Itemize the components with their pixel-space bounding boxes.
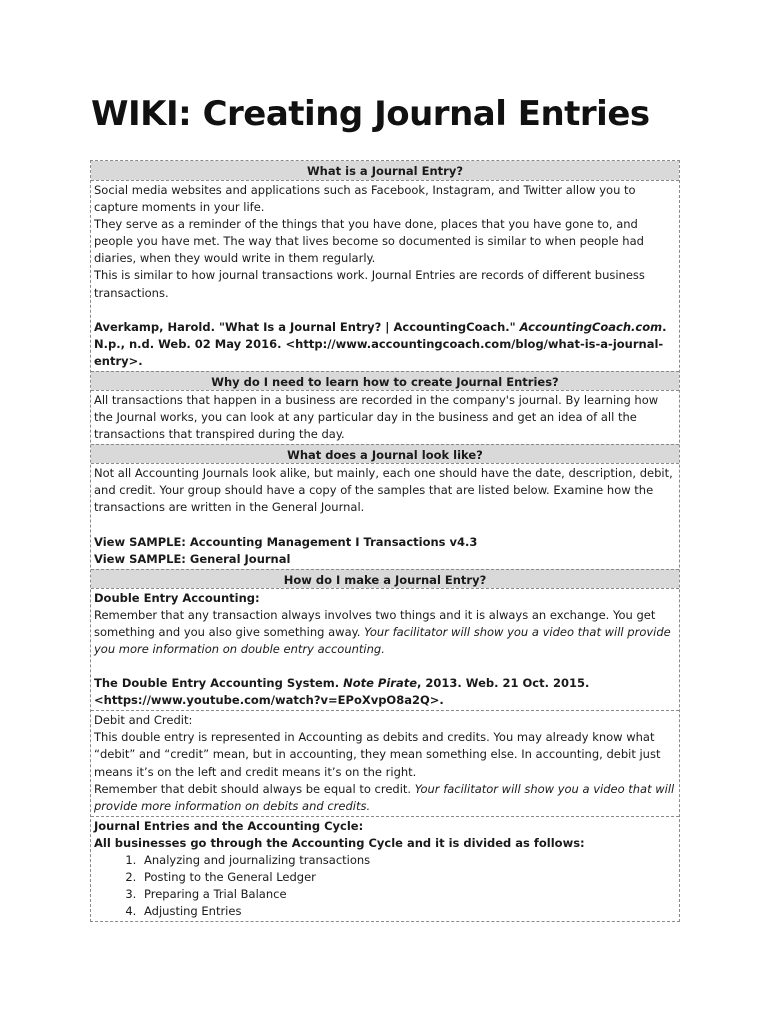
paragraph: Remember that debit should always be equal to credit. Your facilitator will show you a video that will provide more information on debits and credits. [94, 781, 675, 813]
paragraph: Not all Accounting Journals look alike, but mainly, each one should have the date, description, debit, and credit. Your group should have a copy of the samples that are listed below. Examine how the transactions are written in the General Journal. [94, 466, 673, 515]
subheading-accounting-cycle: Journal Entries and the Accounting Cycle: [94, 818, 364, 833]
accounting-cycle-intro: All businesses go through the Accounting Cycle and it is divided as follows: [94, 835, 585, 850]
paragraph: Remember that any transaction always involves two things and it is always an exchange. You get something and you also give something away. Your facilitator will show you a video that will provide you more information on double entry accounting. [94, 607, 671, 656]
citation-note-pirate: The Double Entry Accounting System. Note Pirate, 2013. Web. 21 Oct. 2015. <https://www.youtube.com/watch?v=EPoXvpO8a2Q>. [94, 676, 590, 708]
section-header-journal-look: What does a Journal look like? [91, 444, 679, 463]
section-body-debit-credit [91, 710, 679, 816]
section-body-journal-look [91, 463, 679, 568]
section-body-what-is-journal-entry [91, 180, 679, 371]
section-body-accounting-cycle [91, 816, 679, 922]
paragraph: They serve as a reminder of the things that you have done, places that you have gone to, and people you have met. The way that lives become so documented is similar to when people had diaries, when they would write in them regularly. [94, 217, 644, 266]
section-header-make-entry: How do I make a Journal Entry? [91, 569, 679, 588]
list-item: 1. Analyzing and journalizing transactions [140, 852, 676, 869]
subheading-double-entry: Double Entry Accounting: [94, 590, 260, 605]
list-item: 2. Posting to the General Ledger [140, 869, 676, 886]
subheading-debit-credit: Debit and Credit: [94, 713, 193, 728]
section-body-why-learn [91, 390, 679, 444]
paragraph: This is similar to how journal transactions work. Journal Entries are records of different business transactions. [94, 268, 645, 300]
list-item: 4. Adjusting Entries [140, 903, 676, 920]
wiki-table [90, 160, 680, 922]
paragraph: All transactions that happen in a business are recorded in the company's journal. By learning how the Journal works, you can look at any particular day in the business and get an idea of all the transactions that transpired during the day. [94, 392, 659, 442]
paragraph: This double entry is represented in Accounting as debits and credits. You may already know what “debit” and “credit” mean, but in accounting, they mean something else. In accounting, debit just means it’s on the left and credit means it’s on the right. [94, 730, 661, 779]
list-item: 3. Preparing a Trial Balance [140, 886, 676, 903]
citation-averkamp: Averkamp, Harold. "What Is a Journal Entry? | AccountingCoach." AccountingCoach.com. N.p., n.d. Web. 02 May 2016. <http://www.accountingcoach.com/blog/what-is-a-journal-entry>. [94, 319, 667, 368]
section-header-why-learn: Why do I need to learn how to create Journal Entries? [91, 371, 679, 390]
section-body-double-entry [91, 588, 679, 711]
paragraph: Social media websites and applications such as Facebook, Instagram, and Twitter allow you to capture moments in your life. [94, 183, 636, 215]
page-title: WIKI: Creating Journal Entries [91, 94, 650, 134]
sample-link-general-journal[interactable]: View SAMPLE: General Journal [94, 551, 291, 566]
section-header-what-is-journal-entry: What is a Journal Entry? [91, 161, 679, 180]
sample-link-transactions[interactable]: View SAMPLE: Accounting Management I Transactions v4.3 [94, 534, 478, 549]
accounting-cycle-steps [94, 852, 676, 920]
